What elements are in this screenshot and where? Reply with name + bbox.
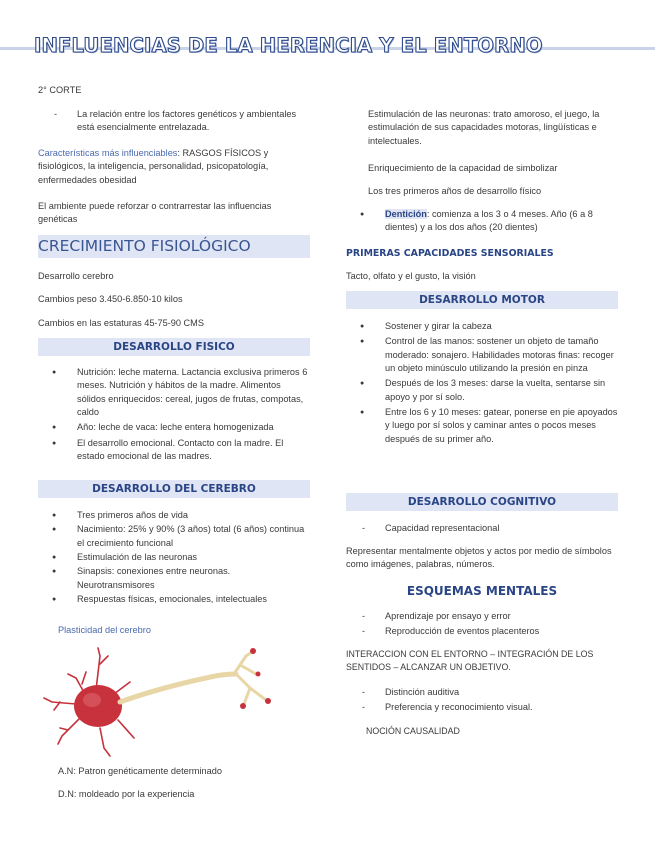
list-item: - Reproducción de eventos placenteros bbox=[346, 625, 618, 638]
plasticidad-label: Plasticidad del cerebro bbox=[58, 625, 151, 635]
list-item: - Preferencia y reconocimiento visual. bbox=[346, 701, 618, 714]
fisico-heading: DESARROLLO FISICO bbox=[38, 338, 310, 356]
list-item: - Distinción auditiva bbox=[346, 686, 618, 699]
list-item bbox=[346, 208, 618, 235]
list-item: ● Nutrición: leche materna. Lactancia exclusiva primeros 6 meses. Nutrición y hábitos de la madre. Alimentos sólidos enriquecidos: cereal, jugos de frutas, compotas, caldo bbox=[38, 366, 310, 419]
motor-heading: DESARROLLO MOTOR bbox=[346, 291, 618, 309]
list-item: ● El desarrollo emocional. Contacto con la madre. El estado emocional de las madres. bbox=[38, 437, 310, 464]
list-item: ● Después de los 3 meses: darse la vuelta, sentarse sin apoyo y por sí solo. bbox=[346, 377, 618, 404]
denticion-text: : comienza a los 3 o 4 meses. Año (6 a 8 dientes) y a los dos años (20 dientes) bbox=[385, 209, 593, 233]
corte-label: 2° CORTE bbox=[38, 85, 82, 95]
list-item: ● Nacimiento: 25% y 90% (3 años) total (6 años) continua el crecimiento funcional bbox=[38, 523, 310, 550]
title-bar bbox=[0, 30, 655, 60]
caracteristicas-paragraph bbox=[38, 147, 310, 187]
list-item: ● Tres primeros años de vida bbox=[38, 509, 310, 522]
ambiente-paragraph: El ambiente puede reforzar o contrarrestar las influencias genéticas bbox=[38, 201, 272, 225]
crecimiento-line: Cambios en las estaturas 45-75-90 CMS bbox=[38, 318, 204, 328]
crecimiento-line: Desarrollo cerebro bbox=[38, 271, 114, 281]
cognitivo-list bbox=[346, 522, 618, 536]
list-item: ● Respuestas físicas, emocionales, intelectuales bbox=[38, 593, 310, 606]
tres-anos-paragraph: Los tres primeros años de desarrollo físico bbox=[368, 186, 542, 196]
cognitivo-heading: DESARROLLO COGNITIVO bbox=[346, 493, 618, 511]
nocion-label: NOCIÓN CAUSALIDAD bbox=[366, 726, 460, 736]
representar-paragraph: Representar mentalmente objetos y actos por medio de símbolos como imágenes, palabras, números. bbox=[346, 546, 612, 570]
list-item: ● Estimulación de las neuronas bbox=[38, 551, 310, 564]
list-item: ● Sostener y girar la cabeza bbox=[346, 320, 618, 333]
interaccion-list bbox=[346, 686, 618, 716]
neuron-illustration bbox=[38, 644, 310, 762]
list-item: ● Entre los 6 y 10 meses: gatear, ponerse en pie apoyados y luego por sí solos y caminar antes o pocos meses después de su primer año. bbox=[346, 406, 618, 446]
neuron-cell-body bbox=[74, 685, 122, 727]
axon-terminals bbox=[234, 652, 266, 704]
list-item: - La relación entre los factores genéticos y ambientales está esencialmente entrelazada. bbox=[38, 108, 310, 135]
enriquecimiento-paragraph: Enriquecimiento de la capacidad de simbolizar bbox=[368, 163, 558, 173]
list-item: ● Sinapsis: conexiones entre neuronas. Neurotransmisores bbox=[38, 565, 310, 592]
motor-list bbox=[346, 320, 618, 447]
caracteristicas-label: Características más influenciables bbox=[38, 148, 178, 158]
list-item: - Capacidad representacional bbox=[346, 522, 618, 535]
list-item: ● Año: leche de vaca: leche entera homogenizada bbox=[38, 421, 310, 434]
denticion-list bbox=[346, 208, 618, 236]
intro-list bbox=[38, 108, 310, 136]
caracteristicas-text: : RASGOS FÍSICOS y fisiológicos, la inteligencia, personalidad, psicopatología, enfermedades obesidad bbox=[38, 148, 269, 185]
cerebro-list bbox=[38, 509, 310, 607]
list-item: ● Control de las manos: sostener un objeto de tamaño moderado: sonajero. Habilidades motoras finas: recoger un objeto minúsculo utilizando la presión en pinza bbox=[346, 335, 618, 375]
dn-label: D.N: moldeado por la experiencia bbox=[58, 789, 195, 799]
fisico-list bbox=[38, 366, 310, 464]
crecimiento-line: Cambios peso 3.450-6.850-10 kilos bbox=[38, 294, 183, 304]
sensoriales-heading: PRIMERAS CAPACIDADES SENSORIALES bbox=[346, 248, 554, 259]
neuron-axon bbox=[120, 674, 236, 702]
cerebro-heading: DESARROLLO DEL CEREBRO bbox=[38, 480, 310, 498]
crecimiento-heading: CRECIMIENTO FISIOLÓGICO bbox=[38, 235, 310, 258]
esquemas-list bbox=[346, 610, 618, 640]
sensoriales-text: Tacto, olfato y el gusto, la visión bbox=[346, 271, 476, 281]
an-label: A.N: Patron genéticamente determinado bbox=[58, 766, 222, 776]
list-item: - Aprendizaje por ensayo y error bbox=[346, 610, 618, 623]
denticion-label: Dentición bbox=[385, 209, 427, 219]
interaccion-paragraph: INTERACCION CON EL ENTORNO – INTEGRACIÓN DE LOS SENTIDOS – ALCANZAR UN OBJETIVO. bbox=[346, 649, 594, 672]
esquemas-heading: ESQUEMAS MENTALES bbox=[406, 584, 558, 598]
estimulacion-paragraph: Estimulación de las neuronas: trato amoroso, el juego, la estimulación de sus capacidades motoras, lingüísticas e intelectuales. bbox=[368, 109, 600, 146]
page-title: INFLUENCIAS DE LA HERENCIA Y EL ENTORNO bbox=[34, 34, 543, 57]
